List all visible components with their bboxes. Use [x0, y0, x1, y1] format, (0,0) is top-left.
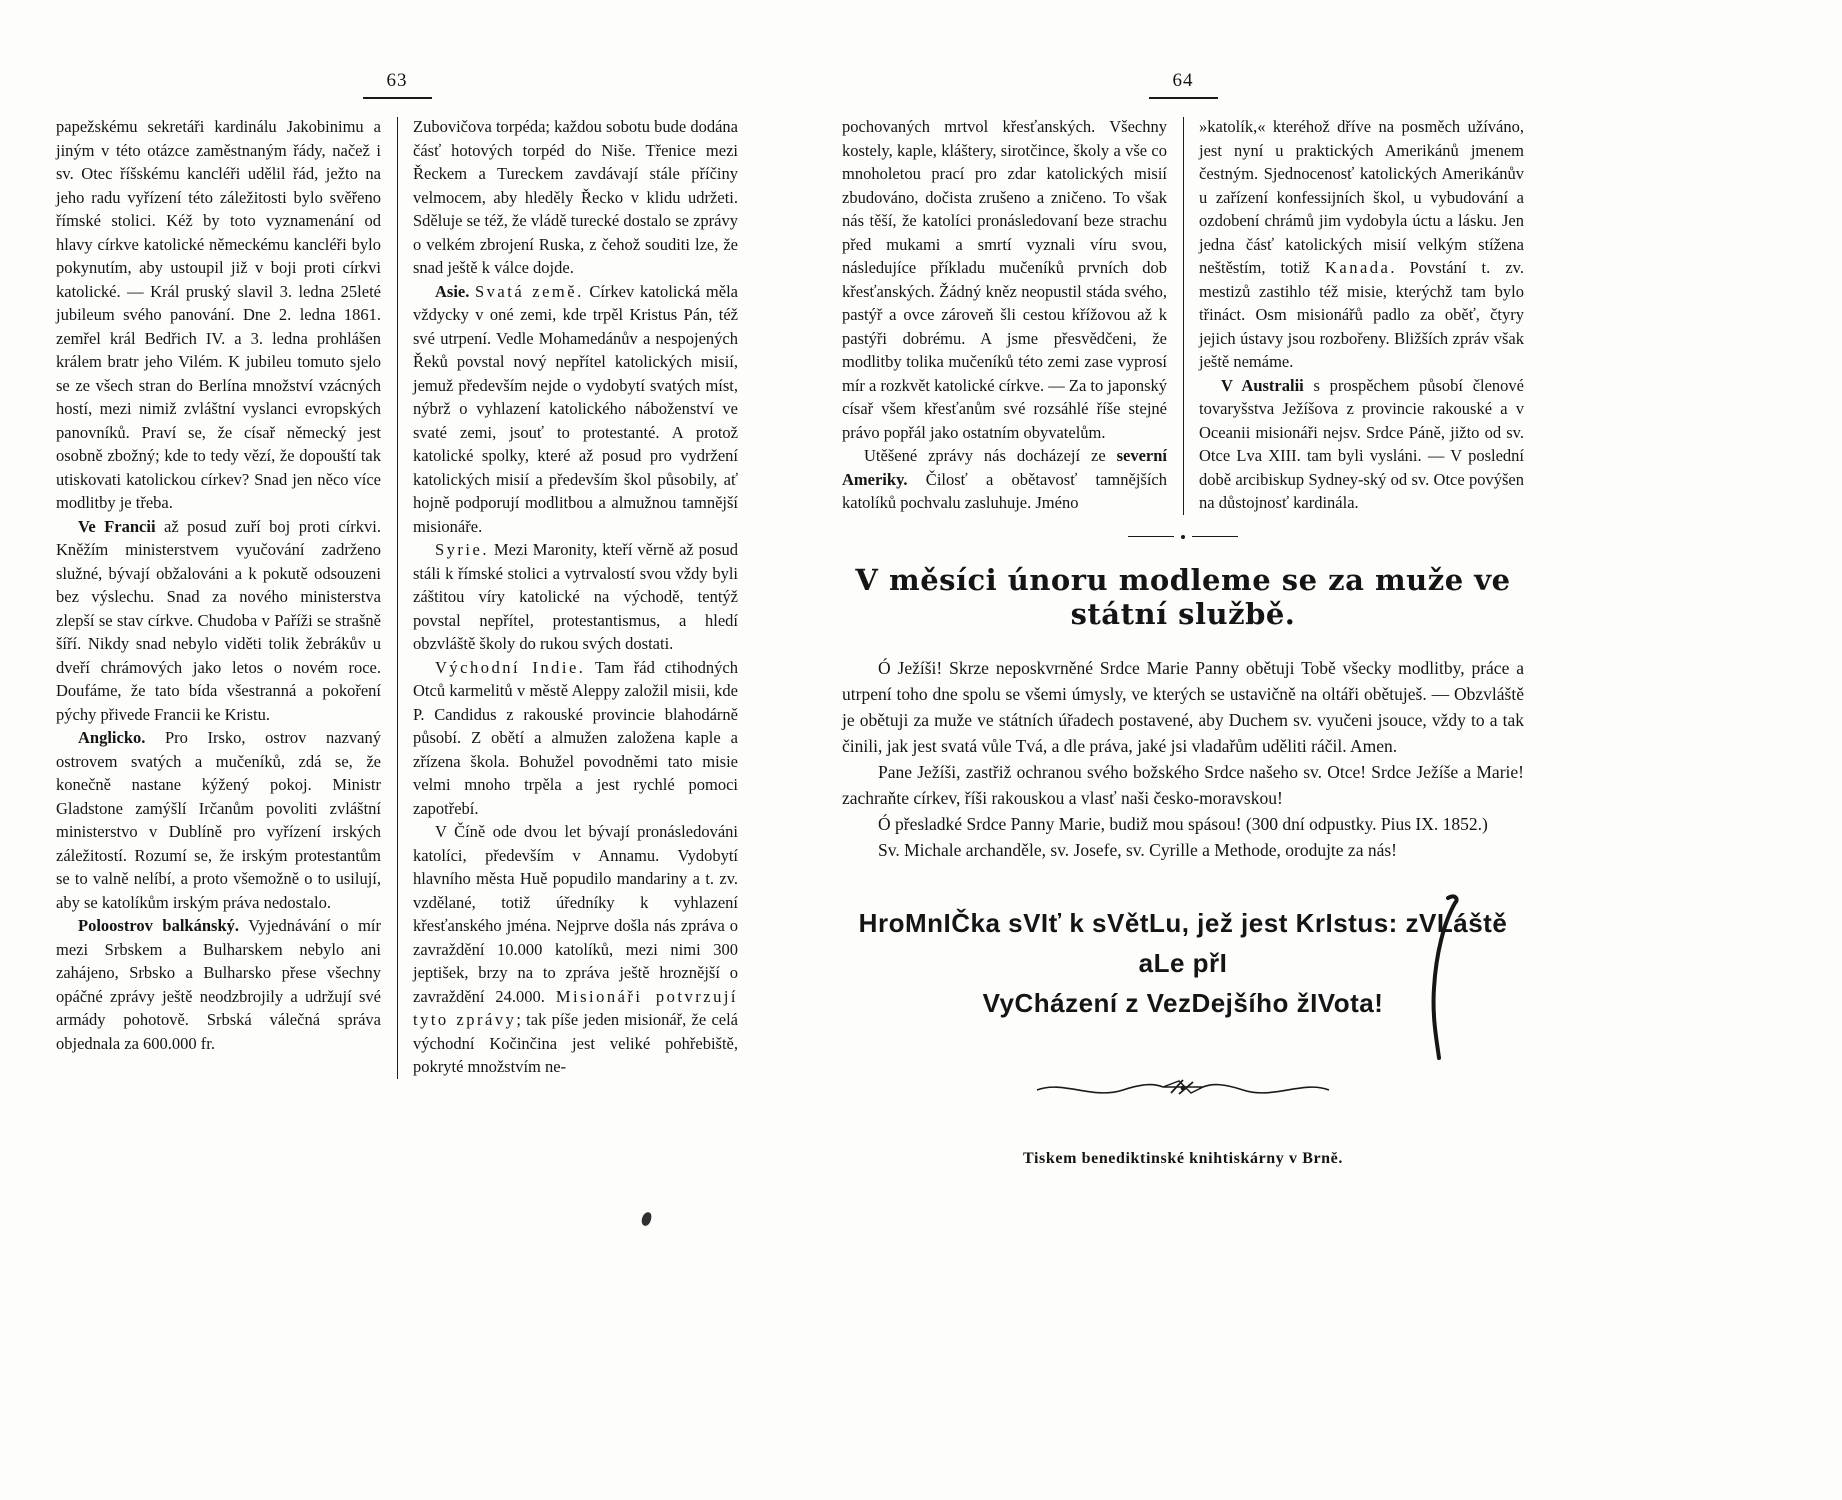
right-page-column-1 — [842, 115, 1167, 515]
text-run: Vyjednávání o mír mezi Srbskem a Bulharskem nebylo ani zahájeno, Srbsko a Bulharsko přese všechny opáčné zprávy ještě neodzbrojily a udržují své armády pohotově. Srbská válečná správa objednala za 600.000 fr. — [56, 916, 381, 1053]
paragraph-lead: Ve Francii — [78, 516, 156, 536]
paragraph — [413, 115, 738, 280]
left-page-column-1 — [56, 115, 381, 1079]
paragraph — [56, 515, 381, 727]
paragraph-lead: V Australii — [1221, 375, 1304, 395]
paragraph — [56, 914, 381, 1055]
paragraph — [56, 726, 381, 914]
paragraph — [842, 837, 1524, 863]
page-number-wrap-left — [56, 0, 738, 99]
paragraph-lead: Poloostrov balkánský. — [78, 916, 239, 935]
page-number-left: 63 — [363, 70, 432, 99]
text-run: Mezi Maronity, kteří věrně až posud stáli k římské stolici a vytrvalostí svou vždy byli záštitou víry katolické na východě, tentýž povstal nepřítel, protestantismus, a hledí obzvláště školy do rukou svých dostati. — [413, 540, 738, 653]
paragraph-lead: severní Ameriky. — [842, 446, 1167, 489]
monthly-intention-section — [842, 535, 1524, 1168]
text-run: Misionáři potvrzují tyto zprávy — [413, 986, 738, 1029]
text-run: Čilosť a obětavosť tamnějších katolíků pochvalu zasluhuje. Jméno — [842, 469, 1167, 512]
paragraph-lead: Anglicko. — [78, 728, 146, 747]
text-run: až posud zuří boj proti církvi. Kněžím ministerstvem vyučování zadrženo služné, bývají obžalováni a k pokutě odsouzeni bez výslechu. Snad za nového ministerstva zlepší se stav církve. Chudoba v Paříži se strašně šíří. Nikdy snad nebylo viděti tolik žebrákův u dveří chrámových jako letos o novém roce. Doufáme, že tato bída všestranná a pokoření pýchy přivede Francii ke Kristu. — [56, 516, 381, 724]
text-run: »katolík,« kteréhož dříve na posměch užíváno, jest nyní u praktických Amerikánů jmenem čestným. Sjednocenosť katolických Amerikánův u zařízení konfessijních škol, u vybudování a ozdobení chrámů jim vydobyla úctu a lásku. Jen jedna čásť katolických misií velkým stížena neštěstím, totiž — [1199, 117, 1524, 277]
chronogram — [842, 903, 1524, 1023]
text-run: Pro Irsko, ostrov nazvaný ostrovem svatých a mučeníků, zdá se, že konečně nastane kýžený pokoj. Ministr Gladstone zamýšlí Irčanům povoliti zvláštní ministerstvo v Dublíně pro vyřízení irských záležitostí. Rozumí se, že irským protestantům se to valně nelíbí, a proto všemožně o to usilují, aby se katolíkům irským práva nedostalo. — [56, 728, 381, 912]
paragraph — [842, 444, 1167, 515]
paragraph — [413, 280, 738, 539]
text-run: Pane Ježíši, zastřiž ochranou svého božského Srdce našeho sv. Otce! Srdce Ježíše a Marie! zachraňte církev, říši rakouskou a vlasť naši česko-moravskou! — [842, 761, 1524, 808]
text-run: Ó přesladké Srdce Panny Marie, budiž mou spásou! (300 dní odpustky. Pius IX. 1852.) — [878, 813, 1488, 834]
right-page-column-2 — [1199, 115, 1524, 515]
divider-dot — [1181, 535, 1185, 539]
text-run: . Povstání t. zv. mestizů zastihlo též misie, kterýchž tam bylo třináct. Osm misionářů padlo za oběť, čtyry jejich ústavy jsou rozbořeny. Bližších zpráv však ještě nemáme. — [1199, 258, 1524, 371]
text-run: Svatá země. — [475, 281, 584, 301]
text-run: papežskému sekretáři kardinálu Jakobinimu a jiným v této otázce zaměstnaným řády, načež i sv. Otec říšskému kancléři udělil řád, ježto na jeho radu vyřízení této záležitosti bylo svěřeno římské stolici. Kéž by toto vyznamenání od hlavy církve katolické německému kancléři bylo pokynutím, aby ustoupil již v boji proti církvi katolické. — Král pruský slavil 3. ledna 25leté jubileum svého panování. Dne 2. ledna 1861. zemřel král Bedřich IV. a 3. ledna prohlášen králem bratr jeho Vilém. K jubileu tomuto sjelo se ze všech stran do Berlína množství vzácných hostí, mezi nimiž zvláštní vyslanci evropských panovníků. Praví se, že císař německý jest osobně zbožný; kde to tedy vězí, že dopouští tak utiskovati katolickou církev? Snad jen něco více modlitby je třeba. — [56, 117, 381, 512]
text-run: ; tak píše jeden misionář, že celá východní Kočinčina jest veliké pohřebiště, pokryté množstvím ne- — [413, 1010, 739, 1076]
text-run: Sv. Michale archanděle, sv. Josefe, sv. Cyrille a Methode, orodujte za nás! — [878, 839, 1398, 860]
text-run: pochovaných mrtvol křesťanských. Všechny kostely, kaple, kláštery, sirotčince, školy a vše co mnoholetou prací pro zdar katolických misií zbudováno, dočista zrušeno a zničeno. To však nás těší, že katolíci pronásledovaní beze strachu před mukami a smrtí vyznali víru svou, následujíce příkladu mučeníků prvních dob křesťanských. Žádný kněz neopustil stáda svého, pastýř a ovce zároveň šli cestou křížovou až k pastýři dobrému. A jsme přesvědčeni, že modlitby tolika mučeníků této zemi zase vyprosí mír a rozkvět katolické církve. — Za to japonský císař všem křesťanům své rozsáhlé říše stejné právo popřál jako ostatním obyvatelům. — [842, 117, 1167, 442]
paragraph — [842, 655, 1524, 759]
section-divider — [842, 535, 1524, 539]
text-run: Syrie. — [435, 540, 489, 559]
text-run: s prospěchem působí členové tovaryšstva Ježíšova z provincie rakouské a v Oceanii misionáři nejsv. Srdce Páně, jižto od sv. Otce Lva XIII. tam byli vysláni. — V poslední době arcibiskup Sydney-ský od sv. Otce povýšen na důstojnosť kardinála. — [1199, 375, 1525, 512]
flourish-icon — [1033, 1075, 1333, 1103]
imprint-line: Tiskem benediktinské knihtiskárny v Brně. — [1023, 1149, 1343, 1167]
paragraph — [842, 811, 1524, 837]
flourish-ornament — [842, 1075, 1524, 1108]
paragraph — [1199, 374, 1524, 515]
paragraph — [1199, 115, 1524, 374]
left-page-columns — [56, 115, 738, 1079]
paragraph — [842, 759, 1524, 811]
text-run: Východní Indie. — [435, 657, 586, 677]
text-run: Zubovičova torpéda; každou sobotu bude dodána čásť hotových torpéd do Niše. Třenice mezi Řeckem a Tureckem zavdávají stále příčiny velmocem, aby hleděly Řecko v klidu udržeti. Sděluje se též, že vládě turecké dostalo se zprávy o velkém zbrojení Ruska, z čehož souditi lze, že snad ještě k válce dojde. — [413, 117, 738, 277]
column-divider-left — [397, 117, 398, 1079]
text-run: Církev katolická měla vždycky v oné zemi, kde trpěl Kristus Pán, též své utrpení. Vedle Mohamedánův a nespojených Řeků povstal nový nepřítel katolických misií, jemuž především nejde o vydobytí svatých míst, nýbrž o vyhlazení katolického náboženství ve svaté zemi, jsouť to protestanté. A protož katolické spolky, které až posud pro vydržení katolických misií a především škol působily, ať hojně podporují modlitbou a almužnou tamnější misionáře. — [413, 281, 738, 536]
chronogram-line-1: HroMnIČka sVIť k sVětLu, jež jest KrIstus: zVLáště aLe přI — [858, 907, 1508, 978]
divider-dash — [1128, 536, 1174, 537]
prayer-paragraphs — [842, 655, 1524, 863]
page-64 — [842, 0, 1524, 1168]
paragraph — [413, 820, 738, 1079]
text-run: Tam řád ctihodných Otců karmelitů v městě Aleppy založil misii, kde P. Candidus z rakouské provincie blahodárně působí. Z obětí a almužen založena kaple a zřízena škola. Bohužel povodněmi tato misie velmi mnoho trpěla a jest rychlé pomoci zapotřebí. — [413, 657, 738, 818]
column-divider-right — [1183, 117, 1184, 515]
divider-dash — [1192, 536, 1238, 537]
page-63 — [56, 0, 738, 1079]
paragraph — [842, 115, 1167, 444]
paragraph — [413, 656, 738, 821]
paragraph — [413, 538, 738, 656]
paragraph — [56, 115, 381, 515]
text-run: Ó Ježíši! Skrze neposkvrněné Srdce Marie Panny obětuji Tobě všecky modlitby, práce a utrpení toho dne spolu se všemi úmysly, ve kterých se ustavičně na oltáři obětuješ. — Obzvláště je obětuji za muže ve státních úřadech postavené, aby Duchem sv. vyučeni jsouce, vždy to a tak činili, jak jest svatá vůle Tvá, a dle práva, jaké jsi vladařům uděliti ráčil. Amen. — [842, 657, 1524, 756]
chronogram-line-2: VyCházení z VezDejšího žIVota! — [982, 987, 1384, 1018]
text-run: Kanada — [1324, 258, 1391, 277]
right-page-columns — [842, 115, 1524, 515]
page-number-wrap-right — [842, 0, 1524, 99]
text-run: Utěšené zprávy nás docházejí ze — [864, 446, 1117, 465]
section-heading: V měsíci únoru modleme se za muže ve státní službě. — [855, 562, 1511, 631]
page-number-right: 64 — [1149, 70, 1218, 99]
paragraph-lead: Asie. — [435, 281, 470, 301]
left-page-column-2 — [413, 115, 738, 1079]
printers-ink-mark — [641, 1211, 653, 1227]
text-run: V Číně ode dvou let bývají pronásledováni katolíci, především v Annamu. Vydobytí hlavního města Huě popudilo mandariny a t. zv. vzdělané, totiž úředníky k vyhlazení křesťanského jména. Nejprve došla nás zpráva o zavraždění 10.000 katolíků, mezi nimi 300 jeptišek, brzy na to zpráva ještě hroznější o zavraždění 24.000. — [413, 822, 738, 1006]
